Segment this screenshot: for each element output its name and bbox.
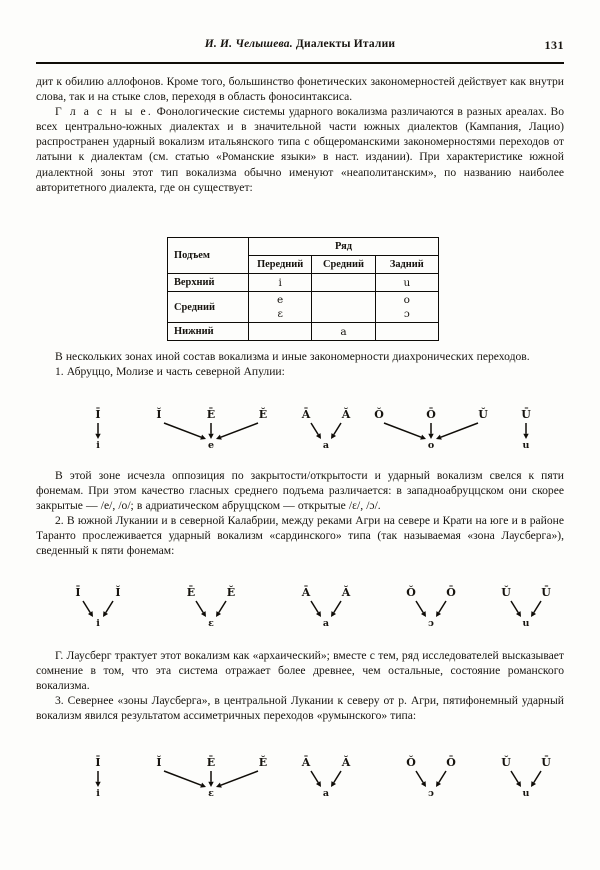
cell-high-back: u [375,274,438,292]
diagram-romanian-source: Ŭ [501,756,511,769]
cell-mid-front [249,292,312,323]
paragraph-1: дит к обилию аллофонов. Кроме того, большинство фонетических закономерностей действует как внутри слова, так и на стыке слов, переходя в область фоносинтаксиса. [36,75,564,104]
paragraph-4: 1. Абруццо, Молизе и часть северной Апулии: [55,365,285,379]
diagram-lausberg-target: a [322,618,330,629]
diagram-abruzzo-source: Ĭ [156,408,162,421]
diagram-romanian-source: Ŏ [406,756,416,769]
table-row-label-mid: Средний [168,292,249,323]
diagram-lausberg-target: u [522,618,530,629]
paragraph-8: 3. Севернее «зоны Лаусберга», в центральной Лукании к северу от р. Агри, пятифонемный ударный вокализм явился результатом ассиметричных переходов «румынского» типа: [36,694,564,723]
table-row [168,323,439,341]
paragraph-6: 2. В южной Лукании и в северной Калабрии, между реками Агри на севере и Крати на юге и в районе Таранто прослеживается ударный вокализм «сардинского» типа (так называемая «зона Лаусберга»), сведенный к пяти фонемам: [36,514,564,558]
cell-low-central: a [312,323,375,341]
diagram-lausberg-source: Ā [301,586,311,599]
table-header-row-1 [168,238,439,256]
text-block-3 [36,468,564,559]
paragraph-5: В этой зоне исчезла оппозиция по закрытости/открытости и ударный вокализм свелся к пяти фонемам. При этом качество гласных среднего подъема различается: в западноабруццском они скорее закрытые — /e/, /o/; в адриатическом абруццском — открытые /ɛ/, /ɔ/. [36,469,564,513]
diagram-lausberg-source: Ĕ [226,586,236,599]
diagram-abruzzo-source: Ū [521,408,531,421]
diagram-lausberg-source: Ă [341,586,351,599]
cell-mid-back [375,292,438,323]
table-row-label-low: Нижний [168,323,249,341]
diagram-abruzzo-source: Ō [426,408,436,421]
text-block-2 [36,349,564,379]
diagram-romanian-source: Ū [541,756,551,769]
diagram-romanian-target: a [322,788,330,799]
diagram-abruzzo-target: a [322,440,330,451]
diagram-lausberg-target: ɔ [428,618,434,629]
cell-mid-central [312,292,375,323]
cell-high-front: i [249,274,312,292]
diagram-abruzzo-target: o [427,440,435,451]
table-col-central: Средний [312,256,375,274]
diagram-abruzzo-source: Ē [206,408,216,421]
diagram-abruzzo-source: Ī [95,408,101,421]
table-col-front: Передний [249,256,312,274]
diagram-lausberg [36,582,564,638]
diagram-lausberg-source: Ī [75,586,81,599]
diagram-romanian-source: Ē [206,756,216,769]
diagram-lausberg-source: Ŏ [406,586,416,599]
cell-mid-back-open: ɔ [403,308,410,320]
diagram-romanian-arrows [36,752,564,808]
text-block-4 [36,648,564,723]
running-head-center [36,38,564,50]
paragraph-2-lead: Г л а с н ы е. [55,105,153,119]
cell-mid-front-open: ɛ [277,308,283,320]
table-group-header: Ряд [249,238,439,256]
diagram-romanian-target: i [96,788,100,799]
table-col-back: Задний [375,256,438,274]
diagram-abruzzo-source: Ā [301,408,311,421]
header-rule [36,62,564,64]
vowel-system-table [167,237,439,341]
diagram-romanian-source: Ă [341,756,351,769]
diagram-abruzzo [36,404,564,460]
diagram-lausberg-target: i [96,618,100,629]
diagram-abruzzo-source: Ă [341,408,351,421]
running-head-author: И. И. Челышева. [204,38,293,50]
diagram-romanian-source: Ĕ [258,756,268,769]
cell-low-front [249,323,312,341]
running-head [36,38,564,60]
cell-low-back [375,323,438,341]
diagram-lausberg-source: Ĭ [115,586,121,599]
diagram-lausberg-source: Ō [446,586,456,599]
running-head-title: Диалекты Италии [295,38,396,50]
cell-mid-front-close: e [277,294,284,306]
diagram-abruzzo-source: Ŏ [374,408,384,421]
vowel-system-table-wrap [167,237,439,341]
paragraph-7: Г. Лаусберг трактует этот вокализм как «архаический»; вместе с тем, ряд исследователей высказывает сомнение в том, что эта система отражает более древнее, чем остальные, состояние романского вокализма. [36,649,564,693]
diagram-lausberg-source: Ū [541,586,551,599]
diagram-abruzzo-target: i [96,440,100,451]
table-corner-label: Подъем [168,238,249,274]
diagram-abruzzo-target: e [207,440,215,451]
text-block-top [36,74,564,195]
diagram-abruzzo-source: Ĕ [258,408,268,421]
cell-mid-back-close: o [403,294,410,306]
paragraph-3: В нескольких зонах иной состав вокализма и иные закономерности диахронических переходов. [55,350,530,363]
cell-high-central [312,274,375,292]
diagram-lausberg-source: Ē [186,586,196,599]
diagram-abruzzo-target: u [522,440,530,451]
diagram-lausberg-target: ɛ [208,618,214,629]
diagram-romanian-source: Ā [301,756,311,769]
diagram-romanian-target: ɔ [428,788,434,799]
diagram-romanian-target: ɛ [208,788,214,799]
diagram-romanian-source: Ī [95,756,101,769]
diagram-lausberg-source: Ŭ [501,586,511,599]
table-row [168,292,439,323]
paragraph-2 [36,104,564,195]
diagram-romanian-source: Ō [446,756,456,769]
table-row [168,274,439,292]
paragraph-2-text: Фонологические системы ударного вокализма различаются в разных ареалах. Во всех центрально-южных диалектах и в значительной части южных диалектов (Кампания, Лацио) распространен ударный вокализм итальянского типа с общероманскими закономерностями переходов от латыни к диалектам (см. статью «Романские языки» в наст. издании). При характеристике южной диалектной зоны этот тип вокализма обычно именуют «неаполитанским», по названию наиболее авторитетного диалекта, где он существует: [36,105,564,194]
diagram-romanian [36,752,564,808]
page-number: 131 [544,38,564,52]
diagram-abruzzo-source: Ŭ [478,408,488,421]
table-row-label-high: Верхний [168,274,249,292]
diagram-romanian-source: Ĭ [156,756,162,769]
diagram-romanian-target: u [522,788,530,799]
